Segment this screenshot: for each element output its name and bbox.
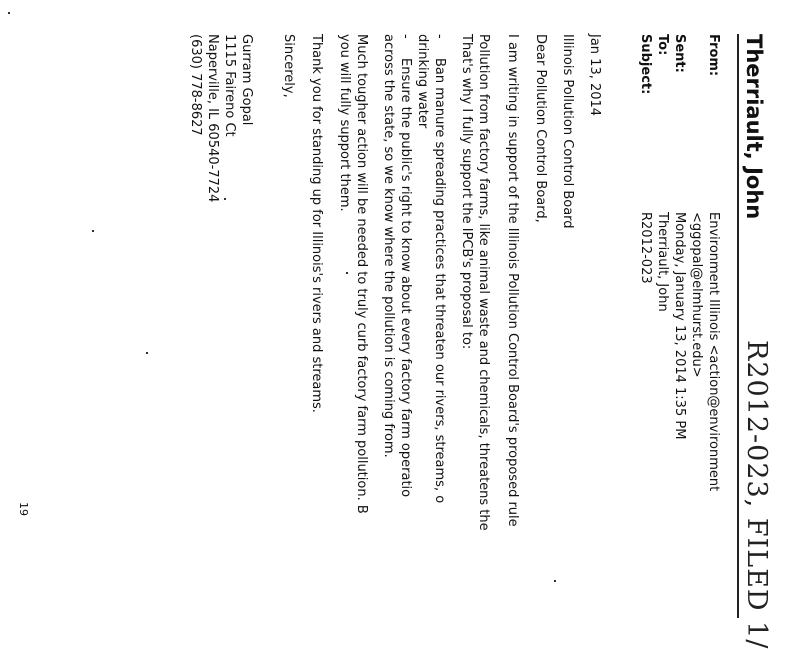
bullet-2-marker: - (398, 34, 413, 39)
letter-salutation: Dear Pollution Control Board, (533, 34, 548, 223)
signature-city: Naperville, IL 60540-7724 (205, 34, 220, 203)
letter-date: Jan 13, 2014 (587, 34, 602, 117)
scan-speck (146, 352, 148, 354)
scan-speck (224, 198, 226, 200)
thanks-line: Thank you for standing up for Illinois's rivers and streams. (309, 34, 324, 413)
scan-speck (346, 272, 348, 274)
subject-label: Subject: (638, 34, 653, 95)
to-value: Therriault, John (655, 212, 670, 312)
from-label-cont (688, 34, 705, 94)
email-header-values (637, 212, 722, 491)
signature-phone: (630) 778-8627 (188, 34, 203, 136)
signature-name: Gurram Gopal (239, 34, 254, 126)
from-label: From: (706, 34, 721, 77)
letter-intro-line-1: I am writing in support of the Illinois Pollution Control Board's proposed rule (505, 34, 520, 527)
email-header-labels (637, 34, 722, 94)
scan-speck (92, 230, 94, 232)
sent-value: Monday, January 13, 2014 1:35 PM (672, 212, 687, 440)
bullet-2-line-1: Ensure the public's right to know about every factory farm operatio (398, 58, 413, 498)
closing-line-2: you will fully support them. (337, 34, 352, 212)
signature-street: 1115 Faireno Ct (222, 34, 237, 137)
from-value: Environment Illinois <action@environment (706, 212, 721, 492)
sender-name: Therriault, John (742, 34, 766, 220)
filing-stamp: R2012-023, FILED 1/ (741, 340, 772, 649)
to-label: To: (655, 34, 670, 56)
bullet-1-marker: - (432, 34, 447, 39)
scan-speck (8, 12, 10, 14)
page-number: 19 (17, 502, 30, 516)
letter-intro-line-2: Pollution from factory farms, like animal waste and chemicals, threatens the (476, 34, 491, 531)
sent-label: Sent: (672, 34, 687, 73)
subject-value: R2012-023 (638, 212, 653, 284)
letter-recipient: Illinois Pollution Control Board (560, 34, 575, 229)
scan-speck (554, 580, 556, 582)
closing-line-1: Much tougher action will be needed to truly curb factory farm pollution. B (354, 34, 369, 514)
from-email: <ggopal@elmhurst.edu> (689, 212, 704, 378)
signoff: Sincerely, (281, 34, 296, 98)
letter-intro-line-3: That's why I fully support the IPCB's proposal to: (459, 34, 474, 350)
sender-divider (737, 34, 739, 618)
bullet-1-line-1: Ban manure spreading practices that threaten our rivers, streams, o (432, 58, 447, 504)
bullet-1-line-2: drinking water (415, 34, 430, 129)
bullet-2-line-2: across the state, so we know where the pollution is coming from. (381, 34, 396, 458)
